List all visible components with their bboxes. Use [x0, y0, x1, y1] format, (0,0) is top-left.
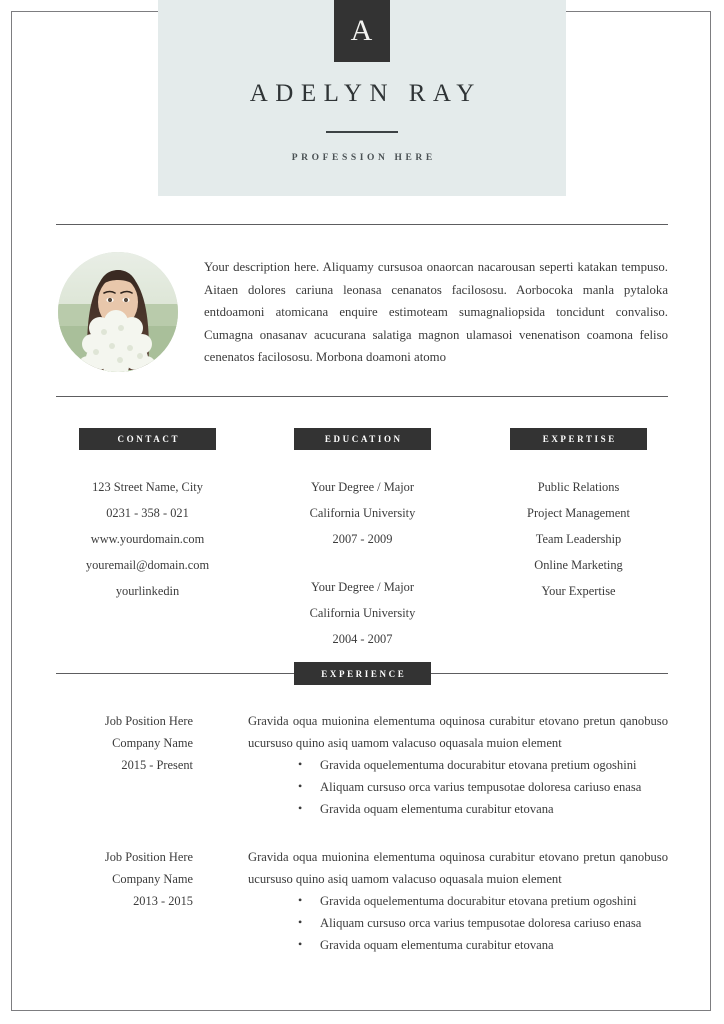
- education-heading: EDUCATION: [294, 428, 431, 450]
- job-meta: [56, 710, 193, 776]
- name-divider: [326, 131, 398, 133]
- job-years: 2013 - 2015: [133, 894, 193, 908]
- job-body: [248, 846, 668, 956]
- expertise-item: Your Expertise: [541, 584, 616, 598]
- expertise-item: Online Marketing: [534, 558, 623, 572]
- expertise-column: [510, 428, 647, 604]
- profession-subtitle: PROFESSION HERE: [291, 153, 436, 163]
- job-bullet: • Gravida oquam elementuma curabitur etovana: [298, 798, 668, 820]
- experience-heading: EXPERIENCE: [294, 662, 431, 685]
- contact-linkedin[interactable]: yourlinkedin: [115, 584, 180, 598]
- expertise-item: Public Relations: [537, 480, 620, 494]
- job-bullet-list: [248, 890, 668, 956]
- job-summary: Gravida oqua muionina elementuma oquinosa curabitur etovano pretun qanobuso ucursuso quino asiq uamom valacuso oquasala muion element: [248, 850, 668, 886]
- job-bullet: • Aliquam cursuso orca varius tempusotae doloresa cariuso enasa: [298, 912, 668, 934]
- about-description: Your description here. Aliquamy cursusoa onaorcan nacarousan seperti katakan tempuso. Aitaen dolores cariuna leonasa cenanatos facilososu. Aorbocoka manla pytaloka entdoamoni atomicana enquire estimoteam sumagnaliopsida toncidunt convaliso. Cumagna onasanav acucurana salatiga magnon ulamasoi venenatison coamona feliso cenenatos facilososu. Morbona doamoni atomo: [204, 260, 668, 364]
- header-panel: [158, 0, 566, 196]
- education-entry: [294, 474, 431, 552]
- contact-list: [79, 474, 216, 604]
- job-company: Company Name: [112, 736, 193, 750]
- job-bullet: • Aliquam cursuso orca varius tempusotae doloresa cariuso enasa: [298, 776, 668, 798]
- job-summary: Gravida oqua muionina elementuma oquinosa curabitur etovano pretun qanobuso ucursuso quino asiq uamom valacuso oquasala muion element: [248, 714, 668, 750]
- education-school: California University: [309, 606, 416, 620]
- job-bullet: • Gravida oquam elementuma curabitur etovana: [298, 934, 668, 956]
- job-position: Job Position Here: [104, 714, 193, 728]
- job-body: [248, 710, 668, 820]
- job-company: Company Name: [112, 872, 193, 886]
- contact-email[interactable]: youremail@domain.com: [85, 558, 210, 572]
- contact-heading: CONTACT: [79, 428, 216, 450]
- job-bullet: • Gravida oquelementuma docurabitur etovana pretium ogoshini: [298, 754, 668, 776]
- expertise-item: Project Management: [527, 506, 630, 520]
- education-degree: Your Degree / Major: [310, 580, 414, 594]
- contact-website[interactable]: www.yourdomain.com: [90, 532, 205, 546]
- job-years: 2015 - Present: [121, 758, 193, 772]
- job-bullet: • Gravida oquelementuma docurabitur etovana pretium ogoshini: [298, 890, 668, 912]
- education-entry: [294, 574, 431, 652]
- education-school: California University: [309, 506, 416, 520]
- contact-phone: 0231 - 358 - 021: [106, 506, 189, 520]
- job-meta: [56, 846, 193, 912]
- job-position: Job Position Here: [104, 850, 193, 864]
- monogram-badge: A: [334, 0, 390, 62]
- job-bullet-list: [248, 754, 668, 820]
- education-years: 2007 - 2009: [332, 532, 393, 546]
- education-degree: Your Degree / Major: [310, 480, 414, 494]
- expertise-list: [510, 474, 647, 604]
- education-column: [294, 428, 431, 652]
- divider-above-columns: [56, 396, 668, 397]
- contact-address: 123 Street Name, City: [92, 480, 203, 494]
- expertise-heading: EXPERTISE: [510, 428, 647, 450]
- page-title: ADELYN RAY: [249, 80, 482, 107]
- expertise-item: Team Leadership: [535, 532, 622, 546]
- avatar: [58, 252, 178, 372]
- divider-above-about: [56, 224, 668, 225]
- education-years: 2004 - 2007: [332, 632, 393, 646]
- education-list: [294, 474, 431, 652]
- contact-column: [79, 428, 216, 604]
